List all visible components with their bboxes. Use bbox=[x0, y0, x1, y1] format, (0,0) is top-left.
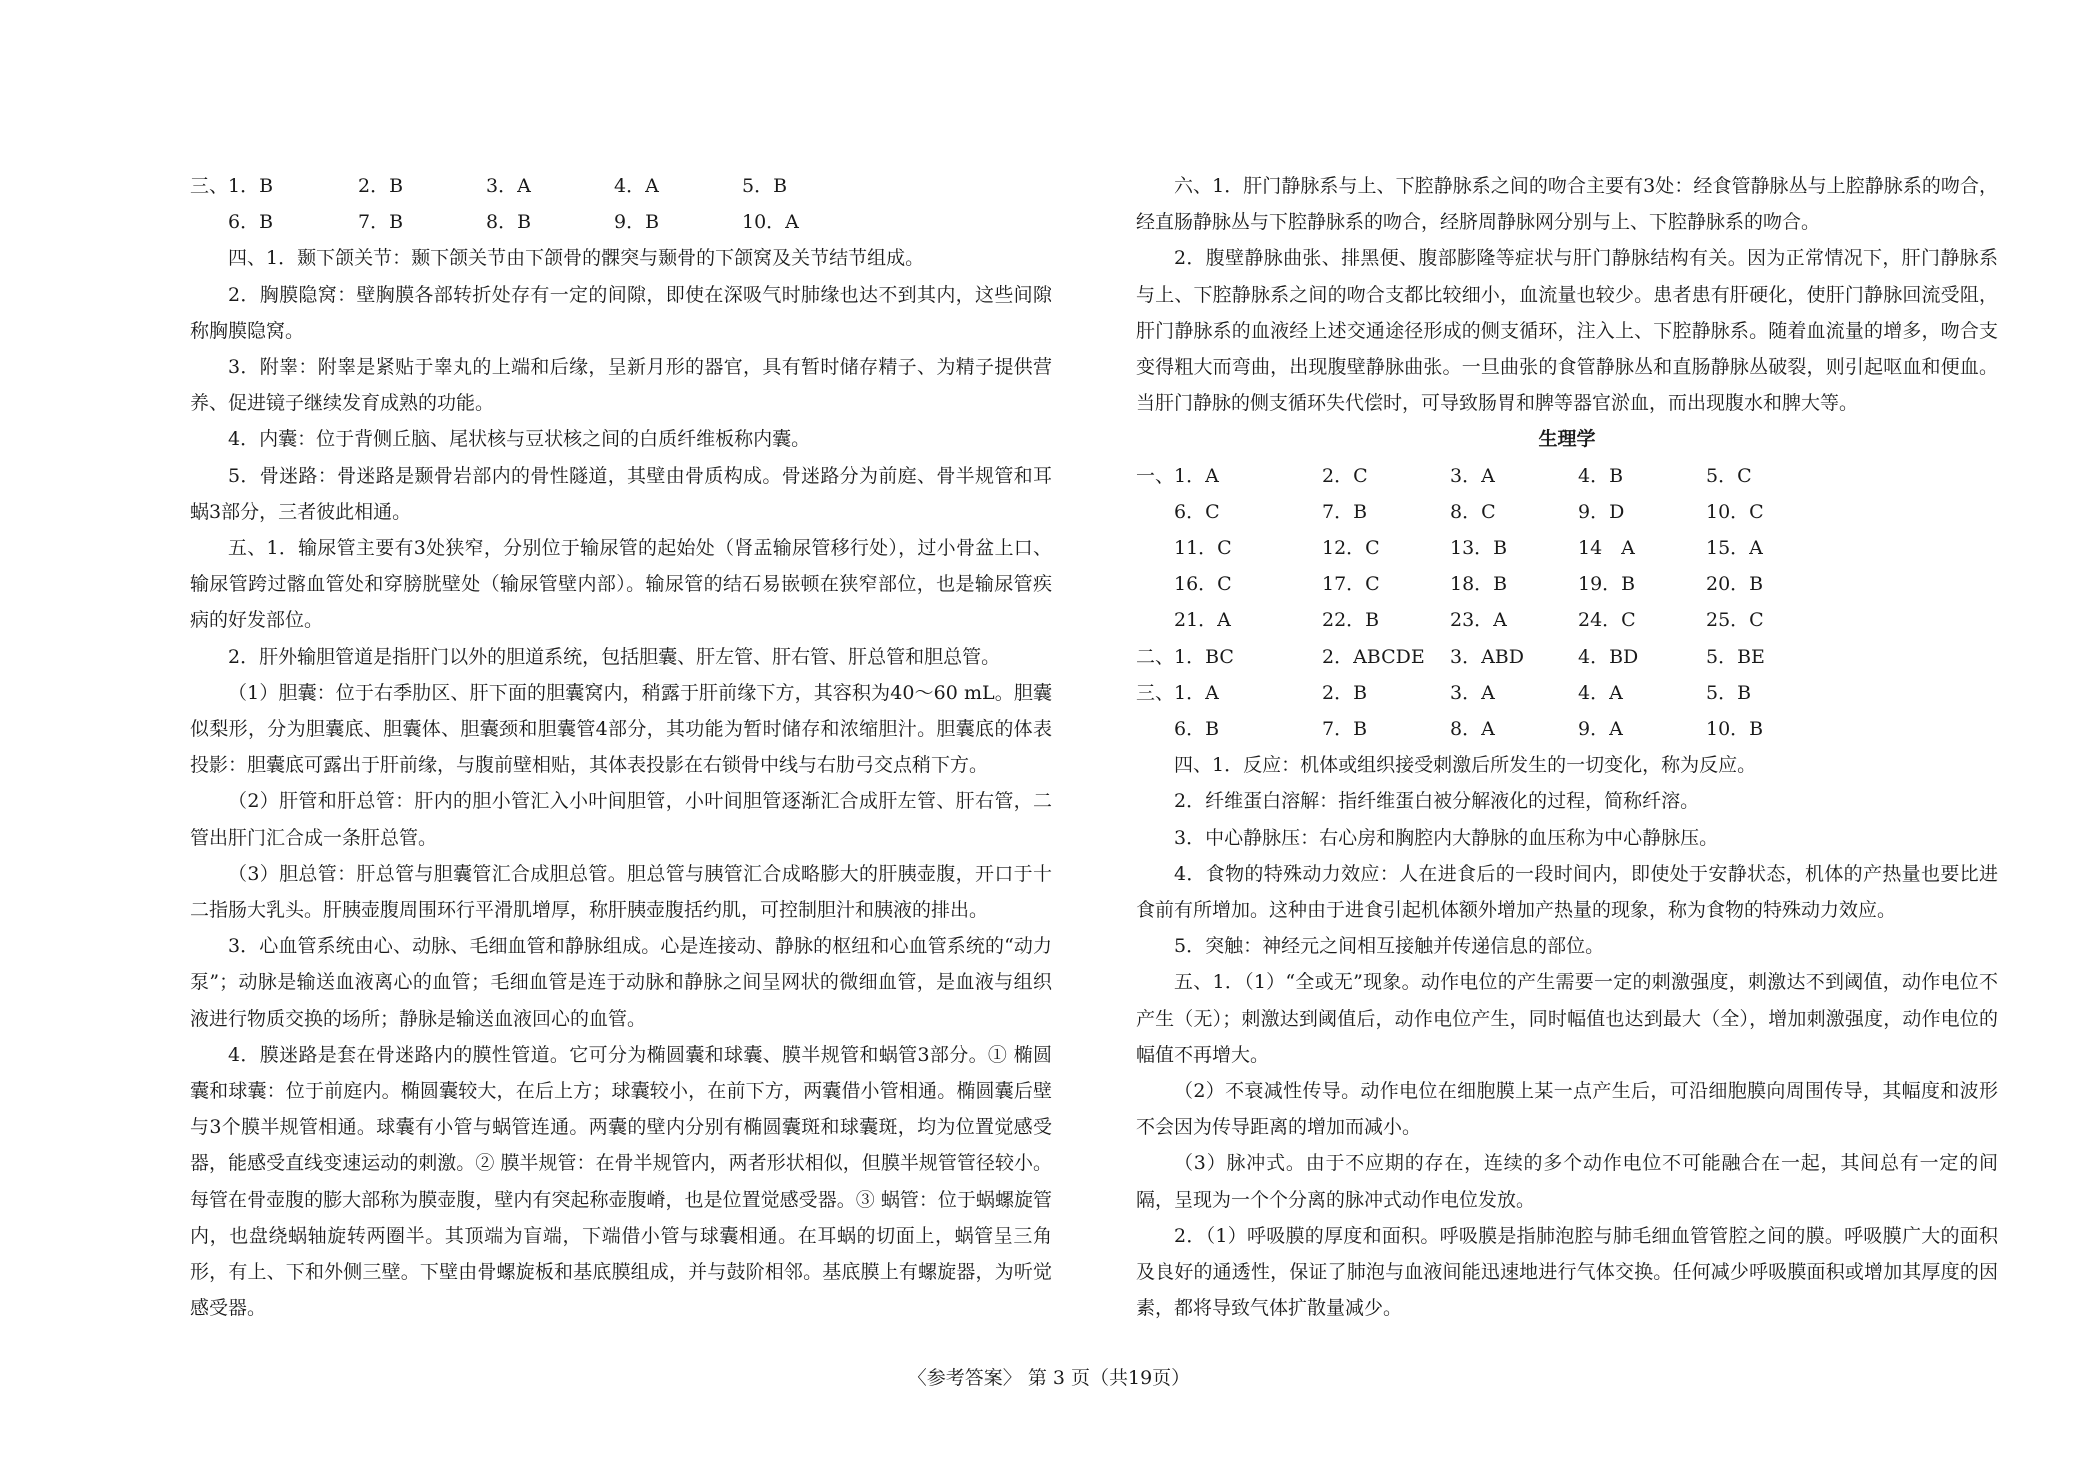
answer-item: 15．A bbox=[1706, 537, 1763, 559]
answer-item: 19．B bbox=[1578, 573, 1636, 596]
answer-item: 2．C bbox=[1322, 464, 1368, 487]
answer-item: 7．B bbox=[1322, 717, 1368, 740]
answer-row bbox=[190, 168, 1052, 204]
answer-paragraph: （3）胆总管：肝总管与胆囊管汇合成胆总管。胆总管与胰管汇合成略膨大的肝胰壶腹，开口于十二指肠大乳头。肝胰壶腹周围环行平滑肌增厚，称肝胰壶腹括约肌，可控制胆汁和胰液的排出。 bbox=[190, 862, 1052, 922]
answer-item: 6．B bbox=[228, 211, 274, 234]
answer-row bbox=[1136, 530, 1998, 566]
answer-row bbox=[1136, 639, 1998, 675]
answer-paragraph: 4．内囊：位于背侧丘脑、尾状核与豆状核之间的白质纤维板称内囊。 bbox=[228, 428, 811, 451]
answer-item: 5．C bbox=[1706, 464, 1752, 487]
answer-item: 二、1．BC bbox=[1136, 645, 1234, 668]
answer-item: 9．A bbox=[1578, 717, 1623, 740]
answer-row bbox=[190, 204, 1052, 240]
answer-item: 18．B bbox=[1450, 573, 1508, 596]
answer-item: 4．A bbox=[614, 175, 659, 197]
answer-item: 3．ABD bbox=[1450, 645, 1525, 668]
answer-item: 5．B bbox=[742, 175, 788, 197]
answer-row bbox=[1136, 566, 1998, 602]
answer-item: 11．C bbox=[1174, 537, 1232, 559]
answer-paragraph: 5．骨迷路：骨迷路是颞骨岩部内的骨性隧道，其壁由骨质构成。骨迷路分为前庭、骨半规管和耳蜗3部分，三者彼此相通。 bbox=[190, 464, 1052, 523]
answer-item: 2．ABCDE bbox=[1322, 645, 1425, 668]
answer-item: 2．B bbox=[358, 175, 404, 197]
answer-item: 16．C bbox=[1174, 573, 1232, 596]
answer-paragraph: 五、1．输尿管主要有3处狭窄，分别位于输尿管的起始处（肾盂输尿管移行处），过小骨盆上口、输尿管跨过髂血管处和穿膀胱壁处（输尿管壁内部）。输尿管的结石易嵌顿在狭窄部位，也是输尿管疾病的好发部位。 bbox=[190, 537, 1052, 632]
answer-paragraph: 2．纤维蛋白溶解：指纤维蛋白被分解液化的过程，简称纤溶。 bbox=[1174, 790, 1700, 813]
answer-paragraph: 2．腹壁静脉曲张、排黑便、腹部膨隆等症状与肝门静脉结构有关。因为正常情况下，肝门静脉系与上、下腔静脉系之间的吻合支都比较细小，血流量也较少。患者患有肝硬化，使肝门静脉回流受阻，肝门静脉系的血液经上述交通途径形成的侧支循环，注入上、下腔静脉系。随着血流量的增多，吻合支变得粗大而弯曲，出现腹壁静脉曲张。一旦曲张的食管静脉丛和直肠静脉丛破裂，则引起呕血和便血。当肝门静脉的侧支循环失代偿时，可导致肠胃和脾等器官淤血，而出现腹水和脾大等。 bbox=[1136, 247, 1998, 415]
answer-item: 10．A bbox=[742, 211, 799, 234]
answer-item: 22．B bbox=[1322, 609, 1380, 632]
answer-item: 10．C bbox=[1706, 500, 1764, 523]
right-column bbox=[1136, 168, 1998, 1326]
answer-item: 7．B bbox=[358, 211, 404, 234]
answer-item: 9．D bbox=[1578, 500, 1625, 523]
answer-row bbox=[1136, 711, 1998, 747]
answer-paragraph: 五、1．（1）“全或无”现象。动作电位的产生需要一定的刺激强度，刺激达不到阈值，动作电位不产生（无）；刺激达到阈值后，动作电位产生，同时幅值也达到最大（全），增加刺激强度，动作电位的幅值不再增大。 bbox=[1136, 971, 1998, 1066]
answer-item: 3．A bbox=[1450, 464, 1495, 487]
answer-paragraph: 3．附睾：附睾是紧贴于睾丸的上端和后缘，呈新月形的器官，具有暂时储存精子、为精子提供营养、促进镜子继续发育成熟的功能。 bbox=[190, 355, 1052, 415]
answer-item: 9．B bbox=[614, 211, 660, 234]
answer-row bbox=[1136, 675, 1998, 711]
page-footer: 〈参考答案〉 第 3 页（共19页） bbox=[907, 1367, 1191, 1389]
answer-item: 4．B bbox=[1578, 464, 1624, 487]
answer-item: 8．C bbox=[1450, 500, 1496, 523]
answer-paragraph: 4．食物的特殊动力效应：人在进食后的一段时间内，即使处于安静状态，机体的产热量也要比进食前有所增加。这种由于进食引起机体额外增加产热量的现象，称为食物的特殊动力效应。 bbox=[1136, 862, 1998, 921]
answer-paragraph: 2．胸膜隐窝：壁胸膜各部转折处存有一定的间隙，即使在深吸气时肺缘也达不到其内，这些间隙称胸膜隐窝。 bbox=[190, 283, 1052, 342]
answer-item: 17．C bbox=[1322, 573, 1380, 596]
answer-paragraph: 四、1．颞下颌关节：颞下颌关节由下颌骨的髁突与颞骨的下颌窝及关节结节组成。 bbox=[228, 247, 925, 270]
answer-item: 21．A bbox=[1174, 609, 1231, 632]
answer-item: 12．C bbox=[1322, 537, 1380, 559]
answer-item: 4．BD bbox=[1578, 645, 1639, 668]
answer-paragraph: 四、1．反应：机体或组织接受刺激后所发生的一切变化，称为反应。 bbox=[1174, 754, 1757, 777]
answer-item: 10．B bbox=[1706, 717, 1764, 740]
left-column bbox=[190, 168, 1052, 1326]
answer-item: 20．B bbox=[1706, 573, 1764, 596]
answer-paragraph: 六、1．肝门静脉系与上、下腔静脉系之间的吻合主要有3处：经食管静脉丛与上腔静脉系的吻合，经直肠静脉丛与下腔静脉系的吻合，经脐周静脉网分别与上、下腔静脉系的吻合。 bbox=[1136, 175, 1998, 234]
answer-item: 24．C bbox=[1578, 609, 1636, 632]
answer-paragraph: 2．（1）呼吸膜的厚度和面积。呼吸膜是指肺泡腔与肺毛细血管管腔之间的膜。呼吸膜广大的面积及良好的通透性，保证了肺泡与血液间能迅速地进行气体交换。任何减少呼吸膜面积或增加其厚度的因素，都将导致气体扩散量减少。 bbox=[1136, 1224, 1998, 1320]
answer-paragraph: 4．膜迷路是套在骨迷路内的膜性管道。它可分为椭圆囊和球囊、膜半规管和蜗管3部分。① 椭圆囊和球囊：位于前庭内。椭圆囊较大，在后上方；球囊较小，在前下方，两囊借小管相通。椭圆囊后壁与3个膜半规管相通。球囊有小管与蜗管连通。两囊的壁内分别有椭圆囊斑和球囊斑，均为位置觉感受器，能感受直线变速运动的刺激。② 膜半规管：在骨半规管内，两者形状相似，但膜半规管管径较小。每管在骨壶腹的膨大部称为膜壶腹，壁内有突起称壶腹嵴，也是位置觉感受器。③ 蜗管：位于蜗螺旋管内，也盘绕蜗轴旋转两圈半。其顶端为盲端，下端借小管与球囊相通。在耳蜗的切面上，蜗管呈三角形，有上、下和外侧三壁。下壁由骨螺旋板和基底膜组成，并与鼓阶相邻。基底膜上有螺旋器，为听觉感受器。 bbox=[190, 1043, 1052, 1320]
answer-paragraph: （2）不衰减性传导。动作电位在细胞膜上某一点产生后，可沿细胞膜向周围传导，其幅度和波形不会因为传导距离的增加而减小。 bbox=[1136, 1079, 1998, 1139]
answer-item: 8．B bbox=[486, 211, 532, 234]
answer-item: 4．A bbox=[1578, 681, 1623, 704]
answer-paragraph: （3）脉冲式。由于不应期的存在，连续的多个动作电位不可能融合在一起，其间总有一定的间隔，呈现为一个个分离的脉冲式动作电位发放。 bbox=[1136, 1152, 1998, 1211]
answer-paragraph: （1）胆囊：位于右季肋区、肝下面的胆囊窝内，稍露于肝前缘下方，其容积为40～60 mL。胆囊似梨形，分为胆囊底、胆囊体、胆囊颈和胆囊管4部分，其功能为暂时储存和浓缩胆汁。胆囊底的体表投影：胆囊底可露出于肝前缘，与腹前壁相贴，其体表投影在右锁骨中线与右肋弓交点稍下方。 bbox=[190, 681, 1052, 777]
answer-item: 三、1．B bbox=[190, 175, 274, 197]
answer-item: 7．B bbox=[1322, 500, 1368, 523]
answer-item: 13．B bbox=[1450, 537, 1508, 559]
answer-item: 一、1．A bbox=[1136, 464, 1219, 487]
answer-item: 6．C bbox=[1174, 500, 1220, 523]
answer-paragraph: 5．突触：神经元之间相互接触并传递信息的部位。 bbox=[1174, 935, 1605, 958]
answer-paragraph: 2．肝外输胆管道是指肝门以外的胆道系统，包括胆囊、肝左管、肝右管、肝总管和胆总管。 bbox=[228, 645, 1001, 668]
answer-item: 8．A bbox=[1450, 717, 1495, 740]
answer-item: 6．B bbox=[1174, 717, 1220, 740]
answer-row bbox=[1136, 602, 1998, 638]
answer-item: 三、1．A bbox=[1136, 681, 1219, 704]
answer-paragraph: 3．心血管系统由心、动脉、毛细血管和静脉组成。心是连接动、静脉的枢纽和心血管系统的“动力泵”；动脉是输送血液离心的血管；毛细血管是连于动脉和静脉之间呈网状的微细血管，是血液与组织液进行物质交换的场所；静脉是输送血液回心的血管。 bbox=[190, 935, 1052, 1030]
answer-item: 5．BE bbox=[1706, 645, 1765, 668]
answer-item: 3．A bbox=[486, 175, 531, 197]
answer-item: 23．A bbox=[1450, 609, 1507, 632]
answer-item: 14 A bbox=[1578, 537, 1635, 559]
answer-item: 2．B bbox=[1322, 681, 1368, 704]
answer-item: 25．C bbox=[1706, 609, 1764, 632]
answer-paragraph: 3．中心静脉压：右心房和胸腔内大静脉的血压称为中心静脉压。 bbox=[1174, 826, 1719, 849]
section-title: 生理学 bbox=[1538, 428, 1596, 451]
answer-item: 3．A bbox=[1450, 681, 1495, 704]
answer-item: 5．B bbox=[1706, 681, 1752, 704]
answer-paragraph: （2）肝管和肝总管：肝内的胆小管汇入小叶间胆管，小叶间胆管逐渐汇合成肝左管、肝右管，二管出肝门汇合成一条肝总管。 bbox=[190, 790, 1052, 849]
answer-row bbox=[1136, 494, 1998, 530]
answer-row bbox=[1136, 458, 1998, 494]
